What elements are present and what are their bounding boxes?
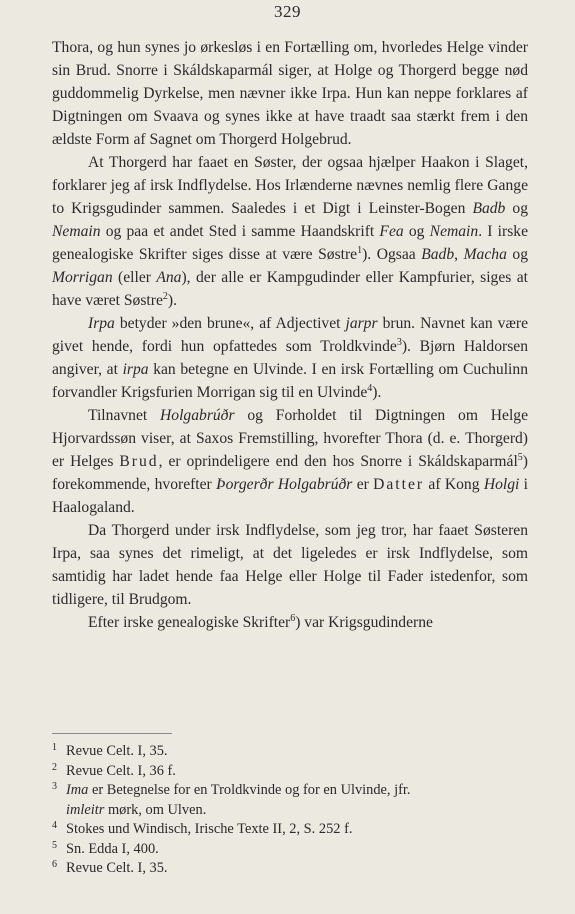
- footnote-mark: 5: [52, 839, 57, 851]
- footnote-ref-5[interactable]: 5: [517, 452, 523, 463]
- paragraph-4: Tilnavnet Holgabrúðr og Forholdet til Digtningen om Helge Hjorvardssøn viser, at Saxos Fremstilling, hvorefter Thora (d. e. Thorgerd) er Helges Brud, er oprindeligere end den hos Snorre i Skáldskaparmál$^5$) forekommende, hvorefter Þorgerðr Holgabrúðr er Datter af Kong Holgi i Haalogaland.: [52, 407, 528, 516]
- footnote-text: Revue Celt. I, 36 f.: [66, 762, 176, 779]
- footnote-text: Revue Celt. I, 35.: [66, 743, 168, 759]
- footnote-mark: 3: [52, 781, 57, 792]
- footnote-1: [52, 742, 528, 762]
- footnote-text: Sn. Edda I, 400.: [66, 840, 159, 857]
- footnote-text: Revue Celt. I, 35.: [66, 860, 168, 876]
- paragraph-3: Irpa betyder »den brune«, af Adjectivet jarpr brun. Navnet kan være givet hende, fordi hun opfattedes som Troldkvinde$^3$). Bjørn Haldorsen angiver, at irpa kan betegne en Ulvinde. I en irsk Fortælling om Cuchulinn forvandler Krigsfurien Morrigan sig til en Ulvinde$^4$).: [52, 315, 528, 401]
- footnote-ref-3[interactable]: 3: [396, 337, 402, 348]
- paragraph-6: Efter irske genealogiske Skrifter$^6$) var Krigsgudinderne: [88, 613, 433, 631]
- footnote-text: Stokes und Windisch, Irische Texte II, 2, S. 252 f.: [66, 821, 353, 837]
- paragraph-2: At Thorgerd har faaet en Søster, der ogsaa hjælper Haakon i Slaget, forklarer jeg af irsk Indflydelse. Hos Irlænderne nævnes nemlig flere Gange to Krigsgudinder sammen. Saaledes i et Digt i Leinster-Bogen Badb og Nemain og paa et andet Sted i samme Haandskrift Fea og Nemain. I irske genealogiske Skrifter siges disse at være Søstre$^1$). Ogsaa Badb, Macha og Morrigan (eller Ana), der alle er Kampgudinder eller Kampfurier, siges at have været Søstre$^2$).: [52, 154, 529, 309]
- footnote-ref-2[interactable]: 2: [162, 291, 168, 302]
- footnote-mark: 1: [52, 742, 57, 753]
- footnote-mark: 4: [52, 820, 57, 831]
- footnote-divider: [52, 733, 172, 734]
- page-number: 329: [274, 2, 301, 21]
- footnote-ref-4[interactable]: 4: [367, 383, 373, 394]
- footnote-ref-6[interactable]: 6: [290, 613, 296, 624]
- footnote-5: [52, 840, 528, 860]
- footnote-mark: 6: [52, 859, 57, 870]
- footnote-3: [52, 781, 528, 820]
- paragraph-5: Da Thorgerd under irsk Indflydelse, som jeg tror, har faaet Søsteren Irpa, saa synes det rimeligt, at det ligeledes er irsk Indflydelse, som samtidig har ladet hende faa Helge eller Holge til Fader istedenfor, som tidligere, til Brudgom.: [52, 522, 528, 608]
- paragraph-1: Thora, og hun synes jo ørkesløs i en Fortælling om, hvorledes Helge vinder sin Brud. Snorre i Skáldskaparmál siger, at Holge og Thorgerd begge nød guddommelig Dyrkelse, men nævner ikke Irpa. Hun kan neppe forklares af Digtningen om Svaava og synes ikke at have traadt saa stærkt frem i den ældste Form af Sagnet om Thorgerd Holgebrud.: [52, 39, 528, 148]
- footnote-2: [52, 762, 528, 782]
- footnote-ref-1[interactable]: 1: [357, 245, 363, 256]
- footnote-4: [52, 820, 528, 840]
- footnote-6: [52, 859, 528, 879]
- body-text: [52, 36, 528, 634]
- footnotes: [52, 742, 528, 879]
- footnote-mark: 2: [52, 761, 57, 773]
- footnote-text: Ima er Betegnelse for en Troldkvinde og for en Ulvinde, jfr. imleitr mørk, om Ulven.: [66, 782, 411, 818]
